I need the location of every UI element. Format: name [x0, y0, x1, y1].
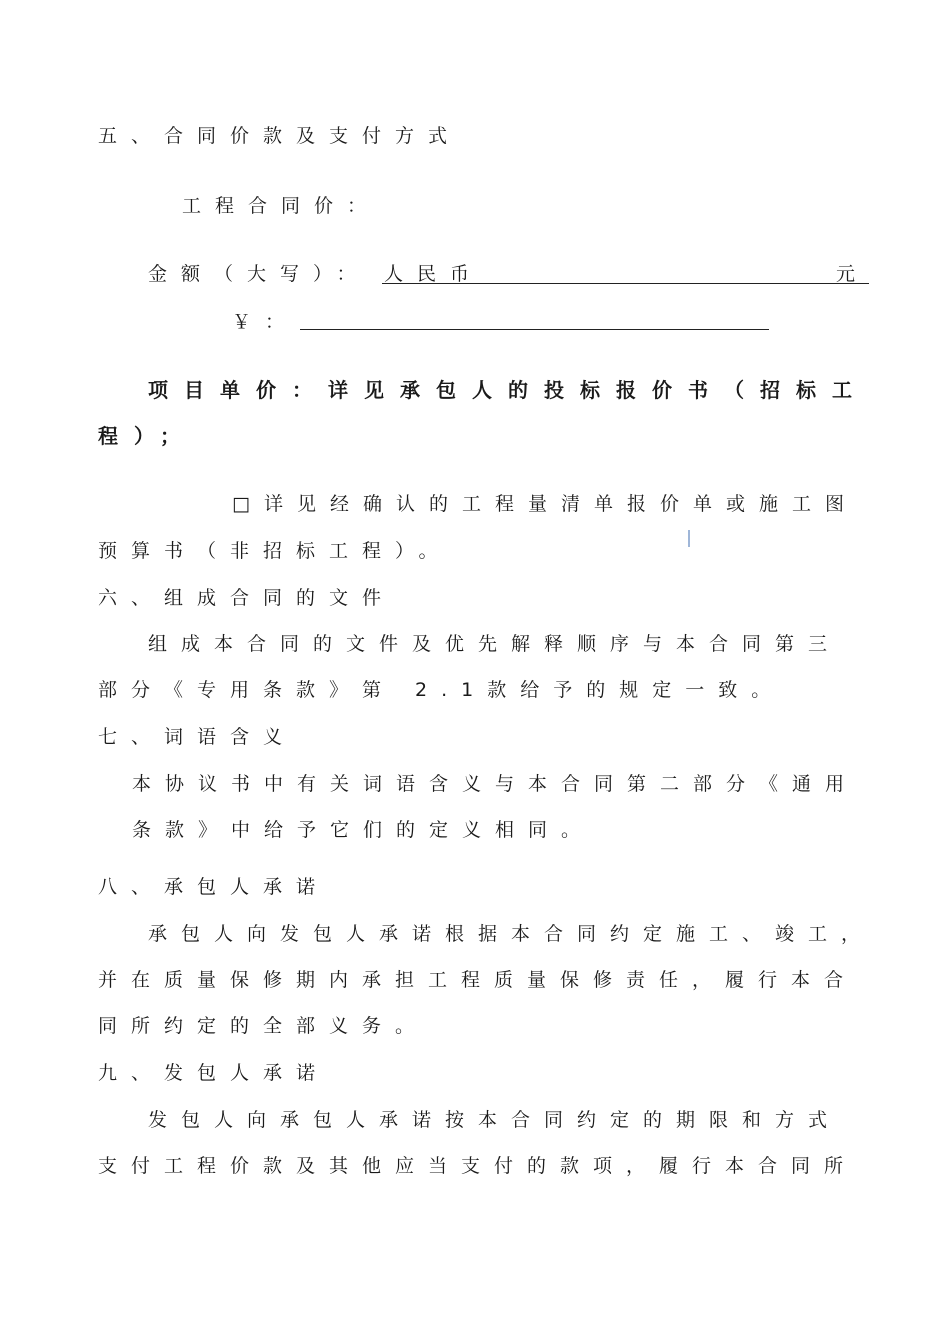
section-7-heading: 七、词语含义 — [98, 726, 297, 748]
section-6-line-2: 部分《专用条款》第 2.1款给予的规定一致。 — [98, 679, 785, 701]
section-9-line-2: 支付工程价款及其他应当支付的款项，履行本合同所 — [98, 1155, 858, 1177]
amount-words-blank — [382, 283, 869, 284]
amount-words-label: 金额（大写）： — [148, 263, 370, 285]
section-8-heading: 八、承包人承诺 — [98, 876, 330, 898]
section-7-line-1: 本协议书中有关词语含义与本合同第二部分《通用 — [132, 773, 859, 795]
section-9-line-1: 发包人向承包人承诺按本合同约定的期限和方式 — [148, 1109, 842, 1131]
amount-unit: 元 — [836, 263, 856, 285]
section-8-line-1: 承包人向发包人承诺根据本合同约定施工、竣工， — [148, 923, 875, 945]
section-9-heading: 九、发包人承诺 — [98, 1062, 330, 1084]
section-8-line-3: 同所约定的全部义务。 — [98, 1015, 429, 1037]
section-6-heading: 六、组成合同的文件 — [98, 587, 396, 609]
amount-yen-blank — [300, 329, 769, 330]
text-cursor — [688, 530, 690, 547]
unit-price-line-2: 程）； — [98, 424, 196, 448]
checkbox-option-line-2: 预算书（非招标工程）。 — [98, 540, 452, 562]
contract-price-label: 工程合同价： — [182, 195, 381, 217]
section-6-line-1: 组成本合同的文件及优先解释顺序与本合同第三 — [148, 633, 842, 655]
amount-yen-label: ￥： — [232, 311, 299, 333]
section-5-heading: 五、合同价款及支付方式 — [98, 125, 462, 147]
checkbox-option-line-1: □详见经确认的工程量清单报价单或施工图 — [232, 493, 858, 515]
amount-currency: 人民币 — [384, 263, 484, 285]
unit-price-line-1: 项目单价：详见承包人的投标报价书（招标工 — [148, 378, 868, 402]
section-8-line-2: 并在质量保修期内承担工程质量保修责任，履行本合 — [98, 969, 858, 991]
section-7-line-2: 条款》中给予它们的定义相同。 — [132, 819, 595, 841]
